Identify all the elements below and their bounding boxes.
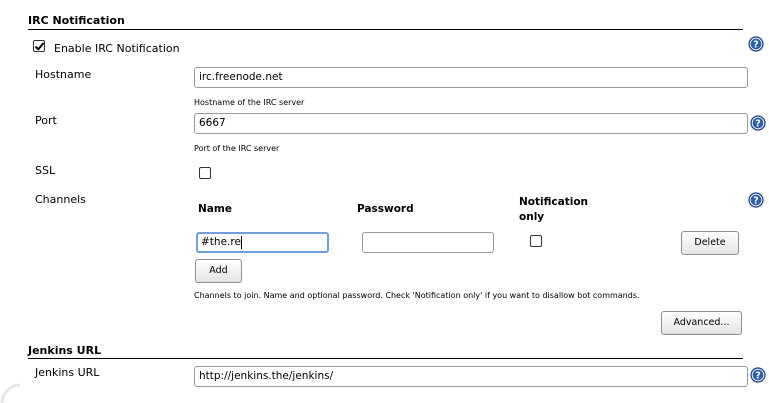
hostname-description: Hostname of the IRC server <box>194 98 305 107</box>
port-label: Port <box>35 114 57 127</box>
irc-section-divider <box>28 29 743 30</box>
channel-name-input[interactable] <box>196 232 329 253</box>
enable-irc-label: Enable IRC Notification <box>54 42 180 55</box>
channels-column-notification-only-line1: Notification <box>519 196 589 208</box>
hostname-label: Hostname <box>35 68 92 81</box>
channels-description: Channels to join. Name and optional password. Check 'Notification only' if you want to disallow bot commands. <box>194 291 640 300</box>
help-icon[interactable] <box>748 192 764 208</box>
channel-password-input[interactable] <box>362 232 494 253</box>
watermark-decoration <box>0 383 20 403</box>
svg-text:?: ? <box>755 370 761 382</box>
jenkins-url-label: Jenkins URL <box>35 366 100 379</box>
channels-label: Channels <box>35 193 86 206</box>
hostname-input[interactable]: irc.freenode.net <box>194 67 748 88</box>
channels-column-notification-only <box>519 195 588 225</box>
channels-column-notification-only-line2: only <box>519 211 545 223</box>
help-icon[interactable] <box>748 36 764 52</box>
jenkins-section-divider <box>28 358 743 359</box>
ssl-checkbox[interactable] <box>199 167 211 179</box>
help-icon[interactable] <box>750 115 766 131</box>
svg-text:?: ? <box>755 118 761 130</box>
channels-column-name: Name <box>198 203 232 215</box>
channels-column-password: Password <box>357 203 414 215</box>
channel-name-value: #the.re <box>201 236 241 248</box>
delete-channel-button[interactable]: Delete <box>681 231 739 255</box>
advanced-button[interactable]: Advanced... <box>661 311 742 335</box>
port-input[interactable]: 6667 <box>194 113 748 134</box>
svg-text:?: ? <box>753 39 759 51</box>
help-icon[interactable] <box>750 367 766 383</box>
add-channel-button[interactable]: Add <box>195 259 242 283</box>
svg-text:?: ? <box>753 195 759 207</box>
text-cursor <box>241 236 242 249</box>
jenkins-url-input[interactable]: http://jenkins.the/jenkins/ <box>194 366 748 387</box>
irc-section-title: IRC Notification <box>28 14 125 27</box>
jenkins-section-title: Jenkins URL <box>28 344 102 357</box>
ssl-label: SSL <box>35 164 56 177</box>
port-description: Port of the IRC server <box>194 144 280 153</box>
enable-irc-checkbox[interactable] <box>33 40 45 52</box>
channel-notification-only-checkbox[interactable] <box>530 235 542 247</box>
